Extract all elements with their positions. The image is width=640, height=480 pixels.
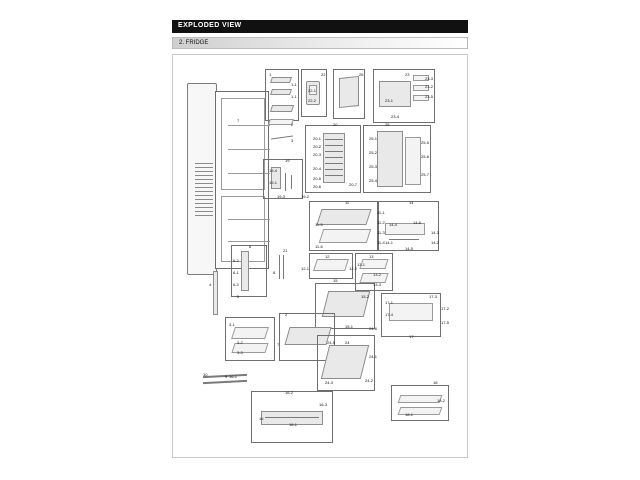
callout-24-1: 24-1 [369,354,378,359]
callout-22-2: 22-2 [308,98,317,103]
callout-25-1: 25-1 [369,136,378,141]
callout-20-4: 20-4 [313,166,322,171]
callout-25: 25 [385,122,390,127]
callout-20-6: 20-6 [313,184,322,189]
callout-13-2: 13-2 [373,272,382,277]
rear-panel-part [405,137,421,185]
crisper-drawer [319,229,372,243]
callout-14-2: 14-2 [431,240,440,245]
callout-17-5: 17-5 [441,320,450,325]
callout-16-1b: 16-1 [289,422,298,427]
callout-24-2: 24-2 [365,378,374,383]
crisper-drawer [316,209,371,225]
callout-25-3: 25-3 [369,164,378,169]
callout-20-1: 20-1 [313,136,322,141]
shelf-line [228,149,270,150]
callout-20: 20 [333,122,338,127]
callout-7b: 7 [277,342,280,347]
pin-part [285,173,286,191]
callout-16-1: 16-1 [229,374,238,379]
callout-2: 2 [291,122,294,127]
ice-bucket-part [379,81,411,107]
callout-11-3: 11-3 [377,230,385,235]
callout-3-3: 3-3 [237,350,243,355]
callout-24-6: 24-6 [369,326,378,331]
freezer-basket [321,345,369,379]
callout-25-7: 25-7 [421,172,430,177]
callout-19-1: 19-1 [269,180,278,185]
callout-11-1: 11-1 [377,210,385,215]
callout-1: 1 [269,72,272,77]
callout-4: 4 [209,282,212,287]
drawer-rail [398,395,446,403]
callout-3-2: 3-2 [237,340,243,345]
callout-20-2: 20-2 [313,144,322,149]
callout-11-6: 11-6 [315,244,323,249]
gasket-strip [271,135,293,139]
door-bin-part [270,77,292,83]
callout-23-4: 23-4 [391,114,400,119]
callout-16: 16 [259,416,264,421]
exploded-view-header [172,20,468,33]
callout-13-1: 13-1 [357,262,366,267]
callout-5: 5 [237,294,240,299]
callout-18-2: 18-2 [437,398,446,403]
callout-14-4: 14-4 [389,222,398,227]
callout-25-5: 25-5 [421,140,430,145]
callout-21: 21 [283,248,288,253]
callout-23-2: 23-2 [425,84,434,89]
callout-17-3: 17-3 [429,294,438,299]
callout-15-1: 15-1 [345,324,354,329]
callout-11-4: 11-4 [377,240,385,245]
callout-22-1: 22-1 [308,88,317,93]
control-housing [389,303,433,321]
callout-19-2: 19-2 [301,194,310,199]
callout-20-3: 20-3 [313,152,322,157]
callout-24: 24 [345,340,350,345]
callout-16-3: 16-3 [319,402,328,407]
callout-17-2: 17-2 [441,306,450,311]
callout-17-4: 17-4 [385,312,394,317]
callout-14-1: 14-1 [385,240,394,245]
rear-duct-cover [377,131,403,187]
callout-11-5: 11-5 [315,222,323,227]
callout-14: 14 [409,200,414,205]
callout-12-2: 12-2 [349,266,358,271]
shelf-line [228,241,270,242]
section-subheader [172,37,468,49]
door-rail [241,251,249,291]
callout-8: 8 [273,270,276,275]
section-title: 2. FRIDGE [179,40,209,46]
header-title: EXPLODED VIEW [178,22,242,29]
callout-1-1: 1-1 [291,82,297,87]
callout-6-2: 6-2 [233,258,239,263]
callout-18: 18 [433,380,438,385]
shelf-line [228,125,270,126]
callout-6: 6 [249,244,252,249]
callout-19-3: 19-3 [277,194,286,199]
glass-shelf [313,259,349,271]
callout-6-3: 6-3 [233,282,239,287]
callout-17: 17 [409,334,414,339]
door-bin-part [270,89,292,95]
part-group-4-strip [213,271,218,315]
shelf-line [228,219,270,220]
diagram-frame [172,54,468,458]
callout-22: 22 [321,72,326,77]
callout-9: 9 [225,374,228,379]
part-group-19 [263,159,303,199]
fridge-cabinet [215,91,269,269]
callout-7: 7 [237,118,240,123]
callout-25-6: 25-6 [421,154,430,159]
callout-11-2: 11-2 [377,220,385,225]
callout-20-7: 20-7 [349,182,358,187]
callout-11: 11 [345,200,350,205]
callout-23-5: 23-5 [425,94,434,99]
tray-part [231,327,269,339]
callout-13: 13 [369,254,374,259]
pin-part [291,175,292,189]
callout-23-3: 23-3 [425,76,434,81]
callout-2b: 2 [285,312,288,317]
callout-14-3: 14-3 [431,230,440,235]
callout-24-3: 24-3 [325,380,334,385]
callout-17-1: 17-1 [385,300,394,305]
callout-25-4: 25-4 [369,178,378,183]
fresh-food-compartment [221,98,265,190]
callout-24-5: 24-5 [327,340,336,345]
callout-14-5: 14-5 [405,246,414,251]
part-group-18 [391,385,449,421]
callout-25-2: 25-2 [369,150,378,155]
callout-3: 3 [291,138,294,143]
callout-3-1: 3-1 [229,322,235,327]
callout-1-1b: 1-1 [291,94,297,99]
callout-19: 19 [285,158,290,163]
callout-20-5: 20-5 [313,176,322,181]
condenser-coil [195,163,213,217]
slide-rail [203,380,247,384]
callout-12-1: 12-1 [301,266,310,271]
callout-13-3: 13-3 [373,282,382,287]
callout-12: 12 [325,254,330,259]
callout-19-4: 19-4 [269,168,278,173]
callout-16-2: 16-2 [285,390,294,395]
callout-14-6: 14-6 [413,220,422,225]
callout-23-1: 23-1 [385,98,394,103]
door-rail-part [339,76,359,108]
callout-23: 23 [405,72,410,77]
callout-26: 26 [359,72,364,77]
door-bin-part [270,105,294,112]
callout-6-1: 6-1 [233,270,239,275]
callout-15: 15 [333,278,338,283]
callout-15-2: 15-2 [361,294,370,299]
callout-18-1: 18-1 [405,412,414,417]
callout-10: 10 [203,372,208,377]
